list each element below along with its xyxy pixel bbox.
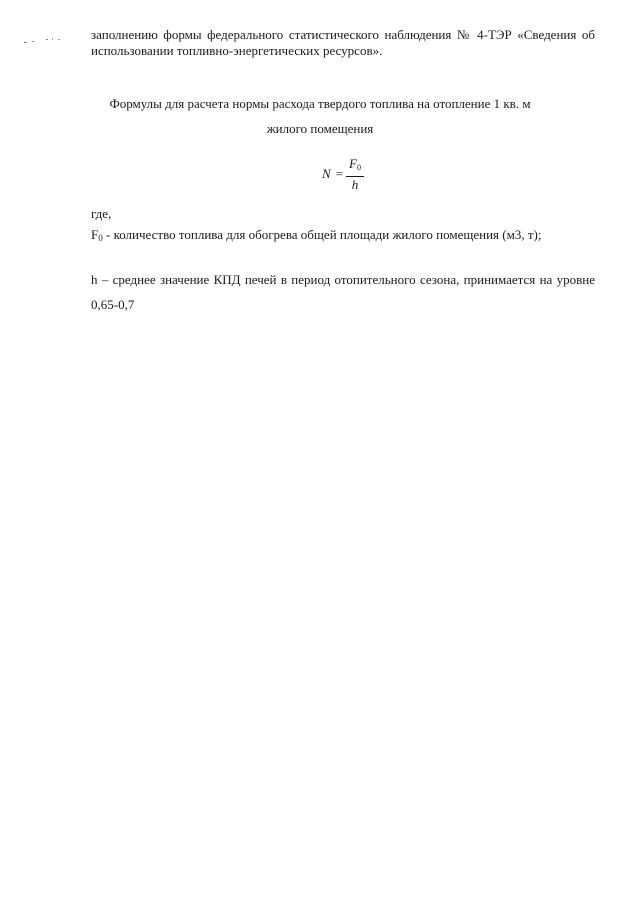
formula-numerator-subscript: 0	[356, 162, 361, 172]
formula-denominator: h	[351, 176, 359, 192]
f0-description: - количество топлива для обогрева общей площади жилого помещения (м3, т);	[102, 227, 542, 242]
formula-fraction	[346, 157, 364, 192]
f0-subscript: 0	[98, 233, 103, 243]
formula-equals: =	[335, 166, 344, 181]
intro-line-2: использовании топливно-энергетических ресурсов».	[91, 43, 383, 58]
section-heading-line-2: жилого помещения	[266, 121, 374, 136]
scan-specks	[22, 36, 72, 48]
f0-symbol: F	[91, 227, 99, 242]
definition-f0	[91, 227, 595, 246]
definition-h-line-2: 0,65-0,7	[91, 297, 135, 312]
intro-line-1: заполнению формы федерального статистического наблюдения № 4-ТЭР «Сведения об	[91, 27, 595, 42]
definition-h-line-1: h – среднее значение КПД печей в период отопительного сезона, принимается на уровне	[91, 272, 595, 287]
section-heading-line-1: Формулы для расчета нормы расхода твердого топлива на отопление 1 кв. м	[109, 96, 531, 111]
where-label: где,	[91, 206, 112, 221]
formula-numerator: $F_0$	[346, 157, 364, 177]
formula-lhs: N	[322, 166, 331, 181]
norm-formula	[322, 157, 364, 191]
